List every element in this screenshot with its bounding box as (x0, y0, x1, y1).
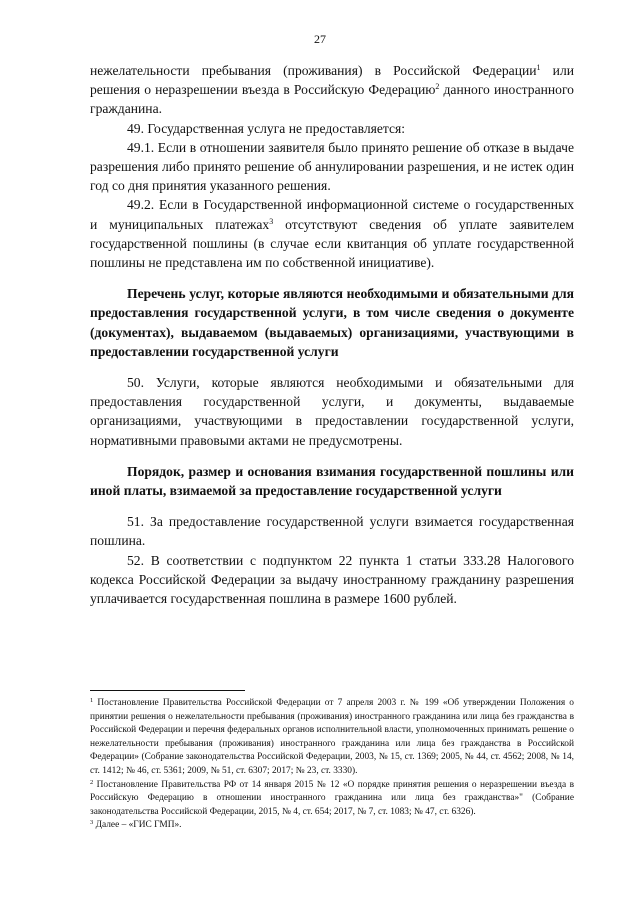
footnote-marker: 2 (90, 778, 94, 786)
paragraph-51: 51. За предоставление государственной услуги взимается государственная пошлина. (90, 514, 574, 549)
page-number: 27 (314, 32, 326, 46)
section-heading-services: Перечень услуг, которые являются необходимыми и обязательными для предоставления государственной услуги, в том числе сведения о документе (документах), выдаваемом (выдаваемых) организациями, участвующими в предоставлении государственной услуги (90, 286, 574, 359)
main-text (90, 61, 574, 608)
footnote-text: Далее – «ГИС ГМП». (93, 820, 182, 831)
footnote-2 (90, 779, 574, 820)
paragraph-52: 52. В соответствии с подпунктом 22 пункта 1 статьи 333.28 Налогового кодекса Российской Федерации за выдачу иностранному гражданину разрешения уплачивается государственная пошлина в размере 1600 рублей. (90, 552, 574, 607)
paragraph-49: 49. Государственная услуга не предоставляется: (127, 120, 406, 136)
paragraph-continuation (90, 61, 574, 119)
footnote-text: Постановление Правительства Российской Федерации от 7 апреля 2003 г. № 199 «Об утверждении Положения о принятии решения о нежелательности пребывания (проживания) иностранного гражданина или лица без гражданства в Российской Федерации и перечня федеральных органов исполнительной власти, уполномоченных принимать решение о нежелательности пребывания (проживания) иностранного гражданина или лица без гражданства в Российской Федерации» (Собрание законодательства Российской Федерации, 2003, № 15, ст. 1369; 2005, № 44, ст. 4562; 2008, № 14, ст. 1412; № 46, ст. 5361; 2009, № 51, ст. 6307; 2017; № 23, ст. 3330). (90, 698, 574, 776)
text-span: 49.2. Если в Государственной информационной системе о государственных и муниципальных платежах (90, 197, 574, 232)
footnote-3 (90, 819, 574, 833)
footnote-1 (90, 697, 574, 779)
paragraph-49-1: 49.1. Если в отношении заявителя было принято решение об отказе в выдаче разрешения либо принято решение об аннулировании разрешения, и не истек один год со дня принятия указанного решения. (90, 139, 574, 194)
paragraph-49-2 (90, 195, 574, 272)
footnote-ref-2[interactable]: 2 (435, 82, 440, 92)
footnote-marker: 3 (90, 819, 94, 827)
footnote-divider (90, 690, 245, 691)
text-span: отсутствуют сведения об уплате заявителем государственной пошлины (в случае если квитанция об уплате государственной пошлины не представлена им по собственной инициативе). (90, 216, 575, 271)
footnote-ref-3[interactable]: 3 (269, 216, 274, 226)
footnote-marker: 1 (90, 697, 94, 704)
text-span: данного иностранного гражданина. (90, 82, 574, 117)
text-span: нежелательности пребывания (проживания) в Российской Федерации (90, 63, 537, 78)
footnote-text: Постановление Правительства РФ от 14 января 2015 № 12 «О порядке принятия решения о неразрешении въезда в Российскую Федерацию в отношении иностранного гражданина или лица без гражданства»" (Собрание законодательства Российской Федерации, 2015, № 4, ст. 654; 2017, № 7, ст. 1083; № 47, ст. 6326). (90, 779, 574, 817)
text-span: или решения о неразрешении въезда в Российскую Федерацию (90, 63, 575, 98)
footnote-ref-1[interactable]: 1 (536, 63, 541, 72)
footnotes (90, 697, 574, 833)
paragraph-50: 50. Услуги, которые являются необходимыми и обязательными для предоставления государственной услуги, и документы, выдаваемые организациями, участвующими в предоставлении государственной услуги, нормативными правовыми актами не предусмотрены. (90, 375, 574, 448)
section-heading-fee: Порядок, размер и основания взимания государственной пошлины или иной платы, взимаемой за предоставление государственной услуги (90, 463, 574, 499)
